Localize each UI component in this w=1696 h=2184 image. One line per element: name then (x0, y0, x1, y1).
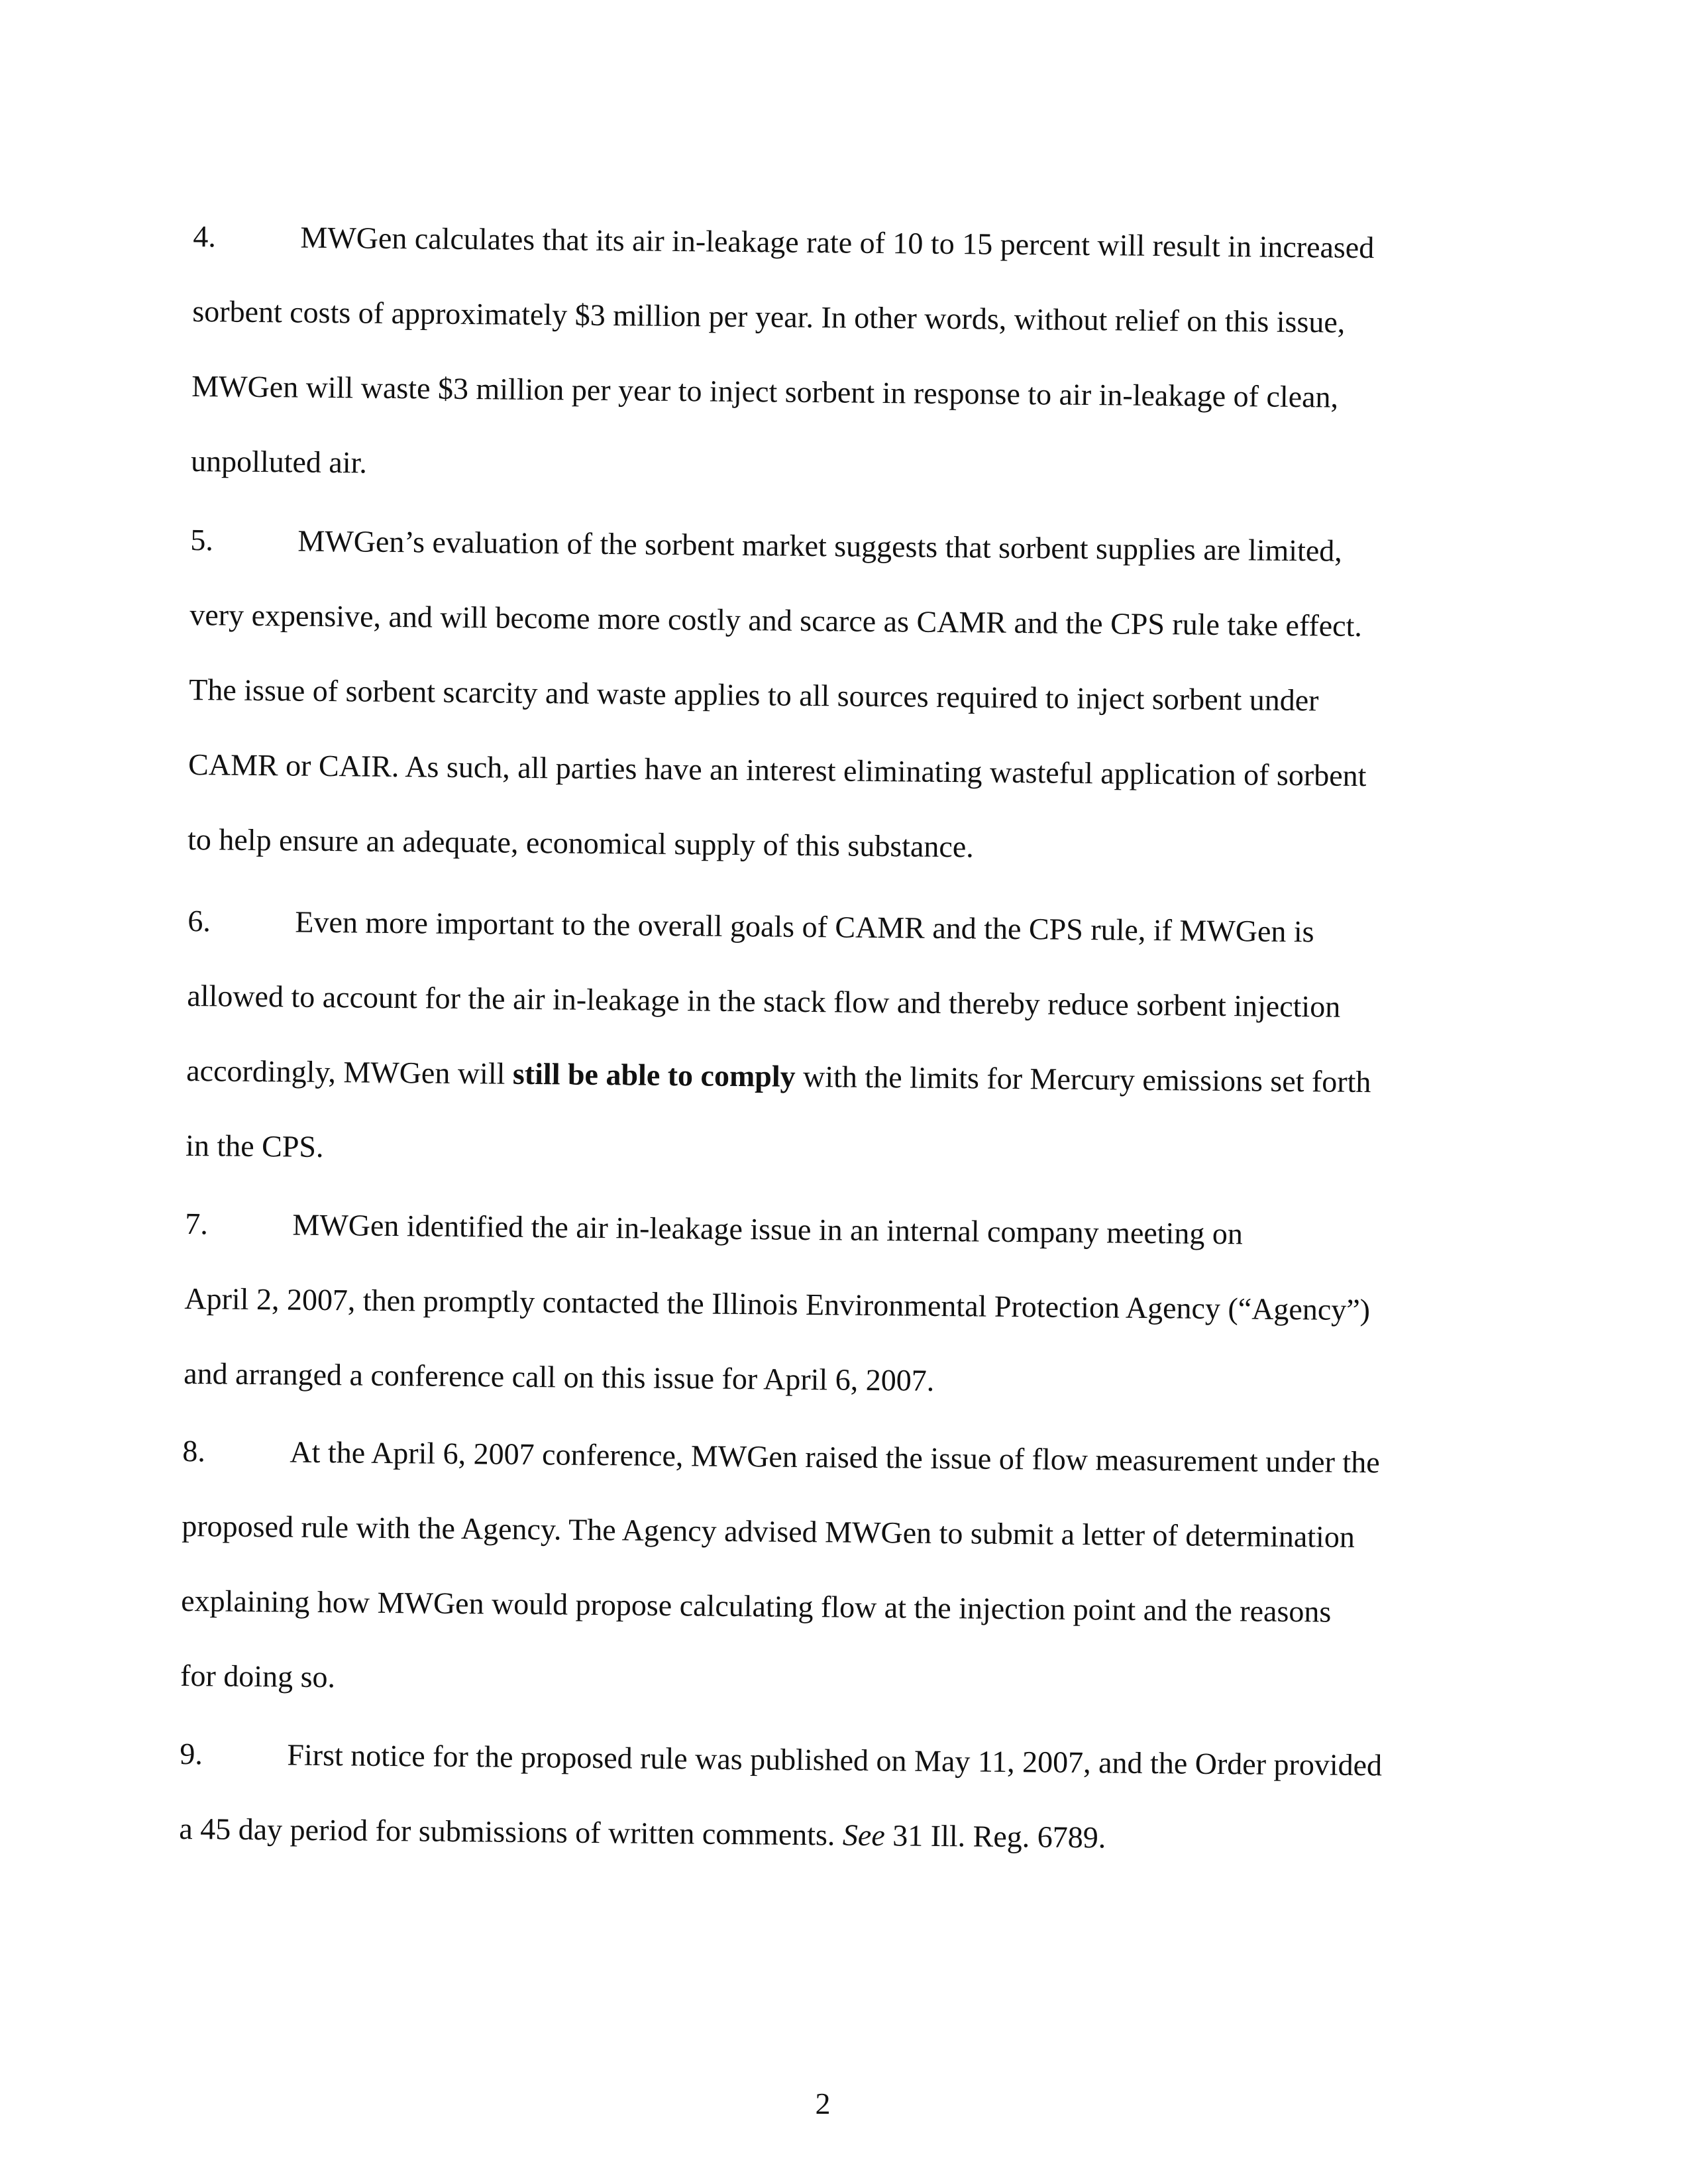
paragraph-line: for doing so. (180, 1658, 336, 1694)
paragraph-number: 8. (182, 1433, 206, 1468)
paragraph-line: 7. MWGen identified the air in-leakage issue in an internal company meeting on (185, 1186, 1497, 1274)
paragraph-line: sorbent costs of approximately $3 million per year. In other words, without relief on this issue, (192, 294, 1346, 339)
paragraph-line: 8. At the April 6, 2007 conference, MWGen raised the issue of flow measurement under the (182, 1413, 1495, 1501)
paragraph-line: accordingly, MWGen will still be able to comply with the limits for Mercury emissions set forth (186, 1053, 1371, 1099)
page-number: 2 (815, 2087, 831, 2120)
paragraph-6 (186, 883, 1500, 1195)
paragraph-line: MWGen will waste $3 million per year to inject sorbent in response to air in-leakage of clean, (191, 368, 1339, 414)
paragraph-7 (184, 1186, 1497, 1423)
paragraph-number: 7. (185, 1206, 209, 1241)
paragraph-line: April 2, 2007, then promptly contacted the Illinois Environmental Protection Agency (“Agency”) (184, 1281, 1371, 1327)
paragraph-line: CAMR or CAIR. As such, all parties have an interest eliminating wasteful application of sorbent (187, 747, 1367, 793)
paragraph-9 (179, 1716, 1492, 1879)
paragraph-8 (180, 1413, 1495, 1725)
paragraph-number: 9. (180, 1736, 203, 1771)
paragraph-line: 4. MWGen calculates that its air in-leakage rate of 10 to 15 percent will result in increased (193, 199, 1505, 286)
paragraph-line: very expensive, and will become more costly and scarce as CAMR and the CPS rule take effect. (189, 597, 1363, 643)
paragraph-line: unpolluted air. (190, 443, 368, 480)
paragraph-line: 9. First notice for the proposed rule was published on May 11, 2007, and the Order provided (180, 1716, 1492, 1804)
paragraph-line: proposed rule with the Agency. The Agency advised MWGen to submit a letter of determination (182, 1508, 1355, 1554)
paragraph-number: 4. (193, 219, 217, 254)
paragraph-line: 5. MWGen’s evaluation of the sorbent market suggests that sorbent supplies are limited, (190, 502, 1503, 590)
paragraph-line: and arranged a conference call on this issue for April 6, 2007. (184, 1356, 935, 1397)
paragraph-line: explaining how MWGen would propose calculating flow at the injection point and the reasons (181, 1583, 1332, 1629)
paragraph-number: 5. (190, 522, 214, 557)
emphasis-bold: still be able to comply (512, 1056, 796, 1093)
paragraph-4 (191, 199, 1505, 511)
citation-signal-italic: See (842, 1818, 886, 1853)
paragraph-line: in the CPS. (185, 1128, 324, 1164)
paragraph-line: to help ensure an adequate, economical supply of this substance. (187, 822, 975, 864)
paragraph-5 (187, 502, 1503, 889)
paragraph-line: a 45 day period for submissions of written comments. See 31 Ill. Reg. 6789. (179, 1811, 1106, 1855)
paragraph-line: allowed to account for the air in-leakage in the stack flow and thereby reduce sorbent injection (187, 978, 1341, 1024)
paragraph-line: 6. Even more important to the overall goals of CAMR and the CPS rule, if MWGen is (187, 883, 1500, 971)
paragraph-line: The issue of sorbent scarcity and waste applies to all sources required to inject sorbent under (189, 672, 1319, 718)
paragraph-number: 6. (187, 903, 211, 938)
